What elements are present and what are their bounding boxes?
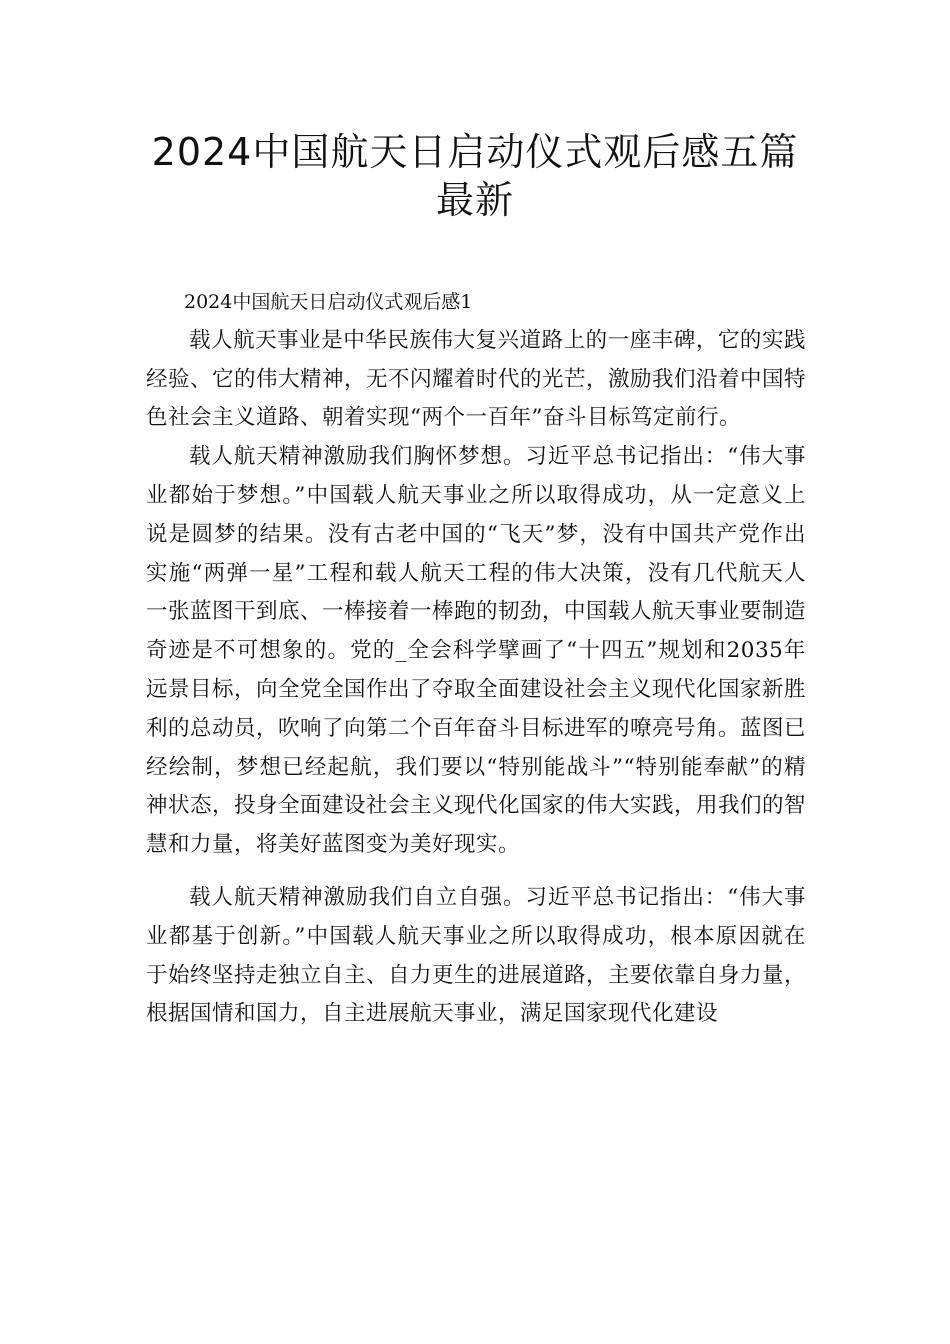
document-body [146,283,806,1034]
paragraph-3: 载人航天精神激励我们自立自强。习近平总书记指出：“伟大事业都基于创新。”中国载人航天事业之所以取得成功，根本原因就在于始终坚持走独立自主、自力更生的进展道路，主要依靠自身力量，根据国情和国力，自主进展航天事业，满足国家现代化建设 [146,884,807,1027]
paragraph-1: 载人航天事业是中华民族伟大复兴道路上的一座丰碑，它的实践经验、它的伟大精神，无不闪耀着时代的光芒，激励我们沿着中国特色社会主义道路、朝着实现“两个一百年”奋斗目标笃定前行。 [146,327,807,431]
paragraph-2: 载人航天精神激励我们胸怀梦想。习近平总书记指出：“伟大事业都始于梦想。”中国载人航天事业之所以取得成功，从一定意义上说是圆梦的结果。没有古老中国的“飞天”梦，没有中国共产党作出实施“两弹一星”工程和载人航天工程的伟大决策，没有几代航天人一张蓝图干到底、一棒接着一棒跑的韧劲，中国载人航天事业要制造奇迹是不可想象的。党的_全会科学擘画了“十四五”规划和2035年远景目标，向全党全国作出了夺取全面建设社会主义现代化国家新胜利的总动员，吹响了向第二个百年奋斗目标进军的嘹亮号角。蓝图已经绘制，梦想已经起航，我们要以“特别能战斗”“特别能奉献”的精神状态，投身全面建设社会主义现代化国家的伟大实践，用我们的智慧和力量，将美好蓝图变为美好现实。 [146,444,807,858]
document-title: 2024中国航天日启动仪式观后感五篇最新 [151,130,799,222]
section-heading: 2024中国航天日启动仪式观后感1 [184,291,473,313]
